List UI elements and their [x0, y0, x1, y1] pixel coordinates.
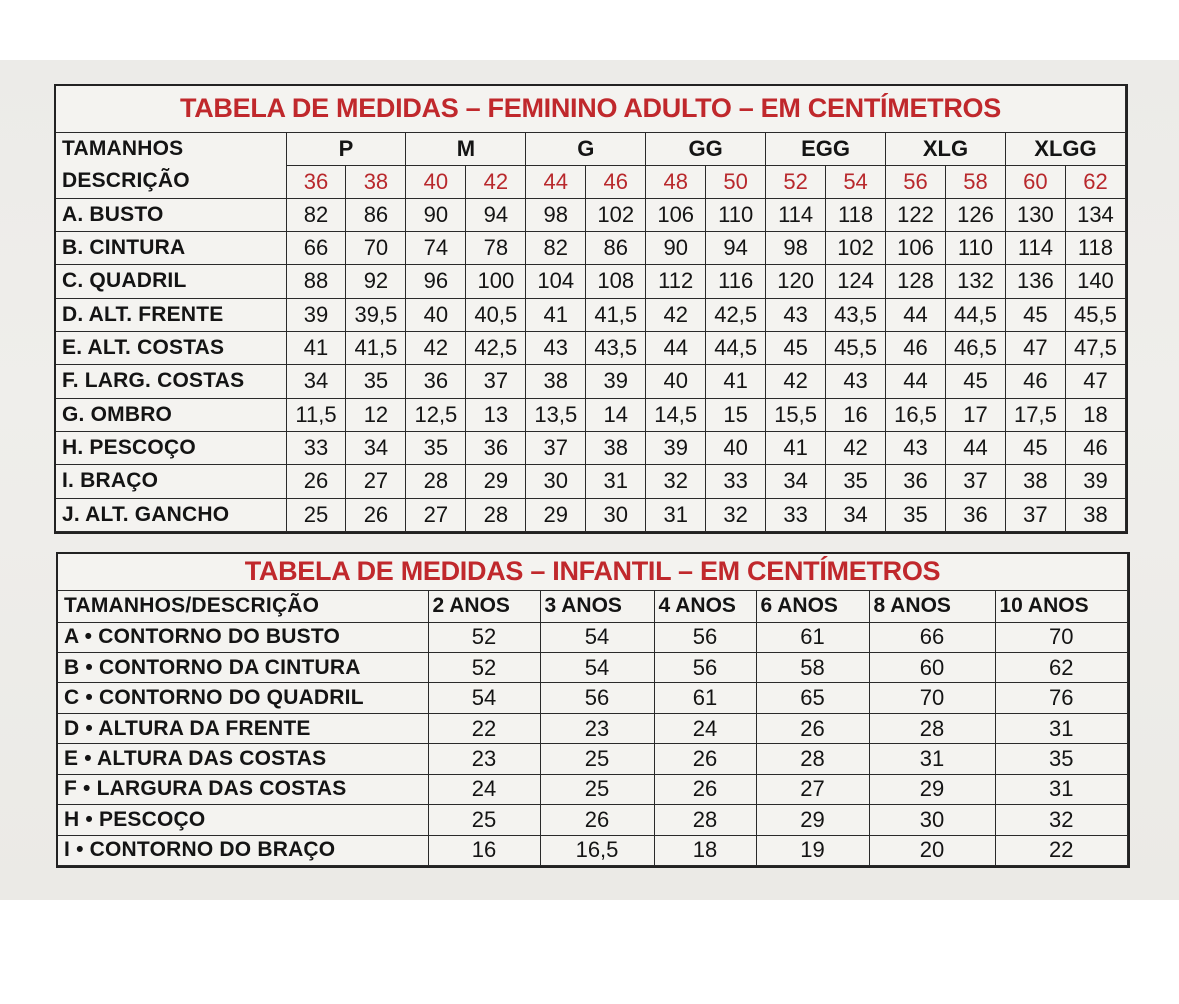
adult-table-title: TABELA DE MEDIDAS – FEMININO ADULTO – EM CENTÍMETROS — [56, 86, 1126, 132]
measure-label: F. LARG. COSTAS — [56, 365, 286, 398]
measure-value: 35 — [346, 365, 406, 398]
measure-label: I. BRAÇO — [56, 465, 286, 498]
measure-value: 47,5 — [1065, 331, 1125, 364]
child-measure-value: 16 — [428, 835, 540, 865]
measure-value: 12,5 — [406, 398, 466, 431]
descricao-label: DESCRIÇÃO — [56, 165, 286, 198]
child-header-row — [58, 590, 1128, 622]
measure-value: 43 — [526, 331, 586, 364]
measure-value: 33 — [706, 465, 766, 498]
size-header-m: M — [406, 132, 526, 165]
adult-measure-row — [56, 398, 1126, 431]
measure-value: 34 — [346, 431, 406, 464]
measure-value: 39 — [646, 431, 706, 464]
measure-label: G. OMBRO — [56, 398, 286, 431]
size-number-50: 50 — [706, 165, 766, 198]
measure-value: 36 — [886, 465, 946, 498]
measure-value: 132 — [945, 265, 1005, 298]
measure-value: 44 — [646, 331, 706, 364]
child-measure-value: 61 — [756, 622, 869, 652]
child-measure-value: 23 — [428, 744, 540, 774]
measure-value: 41 — [526, 298, 586, 331]
child-measure-value: 61 — [654, 683, 756, 713]
measure-value: 31 — [586, 465, 646, 498]
measure-value: 108 — [586, 265, 646, 298]
child-measure-value: 29 — [869, 774, 995, 804]
measure-value: 29 — [526, 498, 586, 531]
measure-value: 45 — [1005, 431, 1065, 464]
measure-value: 30 — [586, 498, 646, 531]
child-measure-value: 70 — [869, 683, 995, 713]
child-measure-value: 31 — [995, 713, 1128, 743]
child-measure-value: 16,5 — [540, 835, 654, 865]
measure-value: 44 — [945, 431, 1005, 464]
measure-value: 42,5 — [466, 331, 526, 364]
age-header: 6 ANOS — [756, 590, 869, 622]
measure-value: 106 — [886, 231, 946, 264]
measure-value: 78 — [466, 231, 526, 264]
measure-value: 30 — [526, 465, 586, 498]
measure-value: 37 — [945, 465, 1005, 498]
measure-value: 90 — [406, 198, 466, 231]
measure-value: 42 — [766, 365, 826, 398]
child-measure-value: 28 — [654, 805, 756, 835]
measure-value: 26 — [286, 465, 346, 498]
measure-value: 45 — [766, 331, 826, 364]
size-number-42: 42 — [466, 165, 526, 198]
measure-value: 98 — [766, 231, 826, 264]
measure-value: 128 — [886, 265, 946, 298]
child-measure-label: A • CONTORNO DO BUSTO — [58, 622, 428, 652]
adult-size-table — [54, 84, 1128, 534]
child-measure-row — [58, 835, 1128, 865]
child-measure-value: 54 — [540, 652, 654, 682]
measure-value: 40,5 — [466, 298, 526, 331]
measure-value: 32 — [706, 498, 766, 531]
measure-value: 46 — [1065, 431, 1125, 464]
child-measure-row — [58, 652, 1128, 682]
tamanhos-label: TAMANHOS — [56, 132, 286, 165]
child-measure-value: 31 — [995, 774, 1128, 804]
child-measure-value: 23 — [540, 713, 654, 743]
child-measure-value: 35 — [995, 744, 1128, 774]
child-measure-value: 30 — [869, 805, 995, 835]
measure-value: 86 — [586, 231, 646, 264]
size-number-58: 58 — [945, 165, 1005, 198]
measure-value: 36 — [466, 431, 526, 464]
child-measure-value: 24 — [654, 713, 756, 743]
measure-value: 94 — [466, 198, 526, 231]
child-measure-row — [58, 683, 1128, 713]
measure-value: 34 — [766, 465, 826, 498]
measure-value: 41 — [286, 331, 346, 364]
measure-value: 39 — [286, 298, 346, 331]
measure-label: A. BUSTO — [56, 198, 286, 231]
measure-value: 45 — [1005, 298, 1065, 331]
measure-value: 110 — [945, 231, 1005, 264]
measure-value: 43,5 — [826, 298, 886, 331]
child-measure-row — [58, 744, 1128, 774]
age-header: 2 ANOS — [428, 590, 540, 622]
measure-value: 96 — [406, 265, 466, 298]
measure-value: 45,5 — [826, 331, 886, 364]
adult-title-row — [56, 86, 1126, 132]
child-measure-row — [58, 713, 1128, 743]
measure-value: 43 — [826, 365, 886, 398]
size-header-xlgg: XLGG — [1005, 132, 1125, 165]
measure-label: C. QUADRIL — [56, 265, 286, 298]
child-measure-value: 58 — [756, 652, 869, 682]
measure-value: 11,5 — [286, 398, 346, 431]
measure-value: 42 — [646, 298, 706, 331]
size-number-38: 38 — [346, 165, 406, 198]
child-measure-value: 56 — [540, 683, 654, 713]
child-measure-label: E • ALTURA DAS COSTAS — [58, 744, 428, 774]
measure-value: 98 — [526, 198, 586, 231]
measure-value: 32 — [646, 465, 706, 498]
measure-value: 29 — [466, 465, 526, 498]
adult-measure-row — [56, 231, 1126, 264]
size-header-xlg: XLG — [886, 132, 1006, 165]
age-header: 8 ANOS — [869, 590, 995, 622]
measure-value: 118 — [826, 198, 886, 231]
measure-value: 46 — [886, 331, 946, 364]
measure-value: 47 — [1065, 365, 1125, 398]
measure-value: 46,5 — [945, 331, 1005, 364]
measure-value: 74 — [406, 231, 466, 264]
measure-value: 31 — [646, 498, 706, 531]
measure-value: 126 — [945, 198, 1005, 231]
measure-value: 46 — [1005, 365, 1065, 398]
adult-table-grid — [56, 86, 1126, 532]
adult-size-row — [56, 132, 1126, 165]
measure-value: 44 — [886, 365, 946, 398]
age-header: 10 ANOS — [995, 590, 1128, 622]
measure-value: 41,5 — [586, 298, 646, 331]
child-measure-label: C • CONTORNO DO QUADRIL — [58, 683, 428, 713]
measure-value: 104 — [526, 265, 586, 298]
measure-value: 70 — [346, 231, 406, 264]
child-measure-label: H • PESCOÇO — [58, 805, 428, 835]
measure-value: 37 — [1005, 498, 1065, 531]
measure-value: 43 — [766, 298, 826, 331]
measure-value: 43,5 — [586, 331, 646, 364]
child-size-table — [56, 552, 1130, 868]
size-number-46: 46 — [586, 165, 646, 198]
child-measure-value: 26 — [654, 744, 756, 774]
child-measure-label: F • LARGURA DAS COSTAS — [58, 774, 428, 804]
child-measure-value: 76 — [995, 683, 1128, 713]
measure-label: E. ALT. COSTAS — [56, 331, 286, 364]
measure-value: 114 — [1005, 231, 1065, 264]
size-header-g: G — [526, 132, 646, 165]
measure-value: 82 — [286, 198, 346, 231]
measure-value: 27 — [346, 465, 406, 498]
age-header: 4 ANOS — [654, 590, 756, 622]
measure-value: 134 — [1065, 198, 1125, 231]
measure-value: 112 — [646, 265, 706, 298]
measure-value: 33 — [766, 498, 826, 531]
measure-value: 37 — [526, 431, 586, 464]
measure-value: 28 — [406, 465, 466, 498]
child-measure-value: 60 — [869, 652, 995, 682]
size-number-48: 48 — [646, 165, 706, 198]
child-measure-value: 54 — [428, 683, 540, 713]
size-header-p: P — [286, 132, 406, 165]
child-measure-row — [58, 774, 1128, 804]
child-measure-value: 20 — [869, 835, 995, 865]
child-measure-value: 28 — [869, 713, 995, 743]
child-measure-label: B • CONTORNO DA CINTURA — [58, 652, 428, 682]
measure-value: 42 — [406, 331, 466, 364]
measure-value: 102 — [826, 231, 886, 264]
measure-value: 92 — [346, 265, 406, 298]
measure-value: 15 — [706, 398, 766, 431]
measure-value: 40 — [706, 431, 766, 464]
adult-measure-row — [56, 498, 1126, 531]
child-measure-value: 54 — [540, 622, 654, 652]
tamanhos-descricao-label: TAMANHOS/DESCRIÇÃO — [58, 590, 428, 622]
measure-value: 35 — [406, 431, 466, 464]
child-measure-value: 29 — [756, 805, 869, 835]
measure-value: 36 — [406, 365, 466, 398]
measure-value: 44 — [886, 298, 946, 331]
measure-value: 16 — [826, 398, 886, 431]
child-measure-value: 52 — [428, 652, 540, 682]
measure-value: 41 — [706, 365, 766, 398]
adult-measure-row — [56, 198, 1126, 231]
measure-value: 41,5 — [346, 331, 406, 364]
child-measure-value: 28 — [756, 744, 869, 774]
child-measure-row — [58, 805, 1128, 835]
measure-value: 25 — [286, 498, 346, 531]
child-measure-value: 26 — [540, 805, 654, 835]
size-number-60: 60 — [1005, 165, 1065, 198]
measure-value: 17,5 — [1005, 398, 1065, 431]
measure-value: 26 — [346, 498, 406, 531]
measure-value: 36 — [945, 498, 1005, 531]
measure-value: 140 — [1065, 265, 1125, 298]
measure-value: 66 — [286, 231, 346, 264]
measure-value: 34 — [286, 365, 346, 398]
child-measure-value: 52 — [428, 622, 540, 652]
measure-value: 94 — [706, 231, 766, 264]
child-measure-value: 24 — [428, 774, 540, 804]
measure-value: 90 — [646, 231, 706, 264]
measure-value: 38 — [1065, 498, 1125, 531]
child-measure-value: 56 — [654, 622, 756, 652]
measure-value: 13,5 — [526, 398, 586, 431]
measure-value: 17 — [945, 398, 1005, 431]
measure-value: 42,5 — [706, 298, 766, 331]
measure-value: 39 — [1065, 465, 1125, 498]
measure-value: 82 — [526, 231, 586, 264]
measure-value: 44,5 — [945, 298, 1005, 331]
child-measure-value: 66 — [869, 622, 995, 652]
child-measure-value: 26 — [654, 774, 756, 804]
measure-value: 27 — [406, 498, 466, 531]
child-measure-row — [58, 622, 1128, 652]
measure-value: 44,5 — [706, 331, 766, 364]
measure-value: 35 — [826, 465, 886, 498]
size-number-54: 54 — [826, 165, 886, 198]
size-header-gg: GG — [646, 132, 766, 165]
size-number-56: 56 — [886, 165, 946, 198]
measure-value: 16,5 — [886, 398, 946, 431]
size-header-egg: EGG — [766, 132, 886, 165]
size-number-40: 40 — [406, 165, 466, 198]
adult-measure-row — [56, 365, 1126, 398]
measure-value: 35 — [886, 498, 946, 531]
measure-value: 39 — [586, 365, 646, 398]
measure-value: 110 — [706, 198, 766, 231]
adult-measure-row — [56, 298, 1126, 331]
measure-value: 39,5 — [346, 298, 406, 331]
measure-value: 18 — [1065, 398, 1125, 431]
measure-value: 38 — [526, 365, 586, 398]
measure-value: 41 — [766, 431, 826, 464]
child-measure-value: 22 — [428, 713, 540, 743]
measure-value: 33 — [286, 431, 346, 464]
child-measure-value: 19 — [756, 835, 869, 865]
adult-measure-row — [56, 265, 1126, 298]
measure-value: 136 — [1005, 265, 1065, 298]
measure-value: 114 — [766, 198, 826, 231]
measure-label: D. ALT. FRENTE — [56, 298, 286, 331]
measure-value: 102 — [586, 198, 646, 231]
measure-value: 14,5 — [646, 398, 706, 431]
measure-value: 37 — [466, 365, 526, 398]
child-table-grid — [58, 554, 1128, 866]
measure-value: 124 — [826, 265, 886, 298]
size-number-44: 44 — [526, 165, 586, 198]
measure-value: 45,5 — [1065, 298, 1125, 331]
age-header: 3 ANOS — [540, 590, 654, 622]
measure-value: 118 — [1065, 231, 1125, 264]
child-measure-value: 26 — [756, 713, 869, 743]
measure-value: 45 — [945, 365, 1005, 398]
measure-value: 38 — [586, 431, 646, 464]
measure-value: 122 — [886, 198, 946, 231]
child-measure-value: 56 — [654, 652, 756, 682]
measure-value: 43 — [886, 431, 946, 464]
measure-value: 40 — [406, 298, 466, 331]
measure-value: 38 — [1005, 465, 1065, 498]
child-measure-value: 25 — [428, 805, 540, 835]
measure-label: H. PESCOÇO — [56, 431, 286, 464]
adult-measure-row — [56, 465, 1126, 498]
child-measure-value: 25 — [540, 744, 654, 774]
child-measure-value: 22 — [995, 835, 1128, 865]
size-number-52: 52 — [766, 165, 826, 198]
measure-value: 120 — [766, 265, 826, 298]
child-measure-value: 27 — [756, 774, 869, 804]
measure-value: 34 — [826, 498, 886, 531]
child-measure-value: 62 — [995, 652, 1128, 682]
child-measure-value: 65 — [756, 683, 869, 713]
measure-label: J. ALT. GANCHO — [56, 498, 286, 531]
child-title-row — [58, 554, 1128, 590]
child-measure-value: 32 — [995, 805, 1128, 835]
child-table-title: TABELA DE MEDIDAS – INFANTIL – EM CENTÍMETROS — [58, 554, 1128, 590]
child-measure-value: 25 — [540, 774, 654, 804]
measure-value: 106 — [646, 198, 706, 231]
measure-value: 130 — [1005, 198, 1065, 231]
measure-value: 42 — [826, 431, 886, 464]
child-measure-value: 70 — [995, 622, 1128, 652]
measure-value: 100 — [466, 265, 526, 298]
measure-value: 13 — [466, 398, 526, 431]
measure-value: 14 — [586, 398, 646, 431]
child-measure-value: 18 — [654, 835, 756, 865]
child-measure-value: 31 — [869, 744, 995, 774]
measure-value: 15,5 — [766, 398, 826, 431]
adult-measure-row — [56, 331, 1126, 364]
measure-value: 86 — [346, 198, 406, 231]
child-measure-label: I • CONTORNO DO BRAÇO — [58, 835, 428, 865]
adult-measure-row — [56, 431, 1126, 464]
measure-label: B. CINTURA — [56, 231, 286, 264]
measure-value: 88 — [286, 265, 346, 298]
size-number-62: 62 — [1065, 165, 1125, 198]
measure-value: 12 — [346, 398, 406, 431]
measure-value: 116 — [706, 265, 766, 298]
measure-value: 47 — [1005, 331, 1065, 364]
measure-value: 28 — [466, 498, 526, 531]
adult-number-row — [56, 165, 1126, 198]
child-measure-label: D • ALTURA DA FRENTE — [58, 713, 428, 743]
measure-value: 40 — [646, 365, 706, 398]
size-number-36: 36 — [286, 165, 346, 198]
